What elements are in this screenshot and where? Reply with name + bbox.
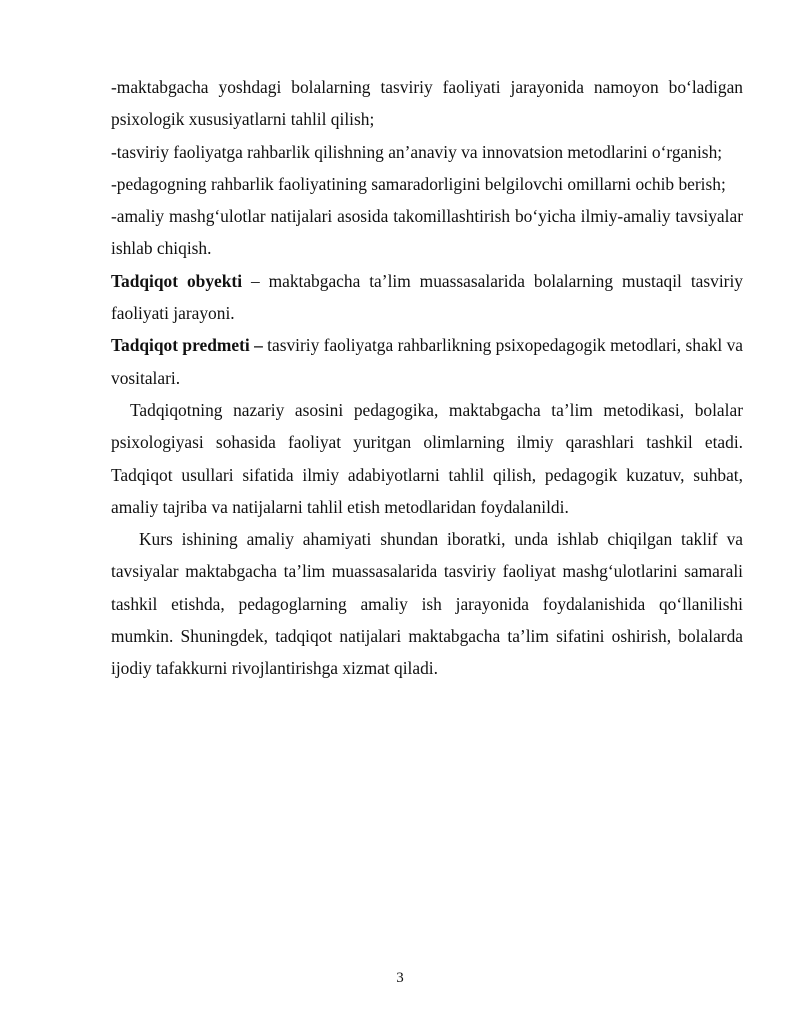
page-body bbox=[111, 71, 743, 685]
research-subject-term: Tadqiqot predmeti bbox=[111, 335, 250, 356]
task-item: -tasviriy faoliyatga rahbarlik qilishning an’anaviy va innovatsion metodlarini o‘rganish; bbox=[111, 141, 723, 162]
research-subject-paragraph bbox=[111, 329, 743, 394]
page-number: 3 bbox=[396, 970, 404, 986]
research-object-term: Tadqiqot obyekti bbox=[111, 270, 243, 291]
research-subject-dash: – bbox=[249, 335, 268, 356]
research-object-paragraph bbox=[111, 265, 743, 330]
research-object-text: – maktabgacha ta’lim muassasalarida bolalarning mustaqil tasviriy faoliyati jarayoni. bbox=[111, 270, 743, 324]
theoretical-basis-paragraph: Tadqiqotning nazariy asosini pedagogika, maktabgacha ta’lim metodikasi, bolalar psixologiyasi sohasida faoliyat yuritgan olimlarning ilmiy qarashlari tashkil etadi. Tadqiqot usullari sifatida ilmiy adabiyotlarni tahlil qilish, pedagogik kuzatuv, suhbat, amaliy tajriba va natijalarni tahlil etish metodlaridan foydalanildi. bbox=[111, 399, 743, 517]
practical-significance-paragraph: Kurs ishining amaliy ahamiyati shundan iboratki, unda ishlab chiqilgan taklif va tavsiyalar maktabgacha ta’lim muassasalarida tasviriy faoliyat mashg‘ulotlarini samarali tashkil etishda, pedagoglarning amaliy ish jarayonida foydalanishida qo‘llanilishi mumkin. Shuningdek, tadqiqot natijalari maktabgacha ta’lim sifatini oshirish, bolalarda ijodiy tafakkurni rivojlantirishga xizmat qiladi. bbox=[111, 529, 743, 679]
task-item: -amaliy mashg‘ulotlar natijalari asosida takomillashtirish bo‘yicha ilmiy-amaliy tavsiyalar ishlab chiqish. bbox=[111, 206, 743, 259]
research-subject-text: tasviriy faoliyatga rahbarlikning psixopedagogik metodlari, shakl va vositalari. bbox=[111, 335, 743, 388]
task-item: -maktabgacha yoshdagi bolalarning tasviriy faoliyati jarayonida namoyon bo‘ladigan psixologik xususiyatlarni tahlil qilish; bbox=[111, 77, 743, 130]
task-item: -pedagogning rahbarlik faoliyatining samaradorligini belgilovchi omillarni ochib berish; bbox=[111, 173, 726, 194]
